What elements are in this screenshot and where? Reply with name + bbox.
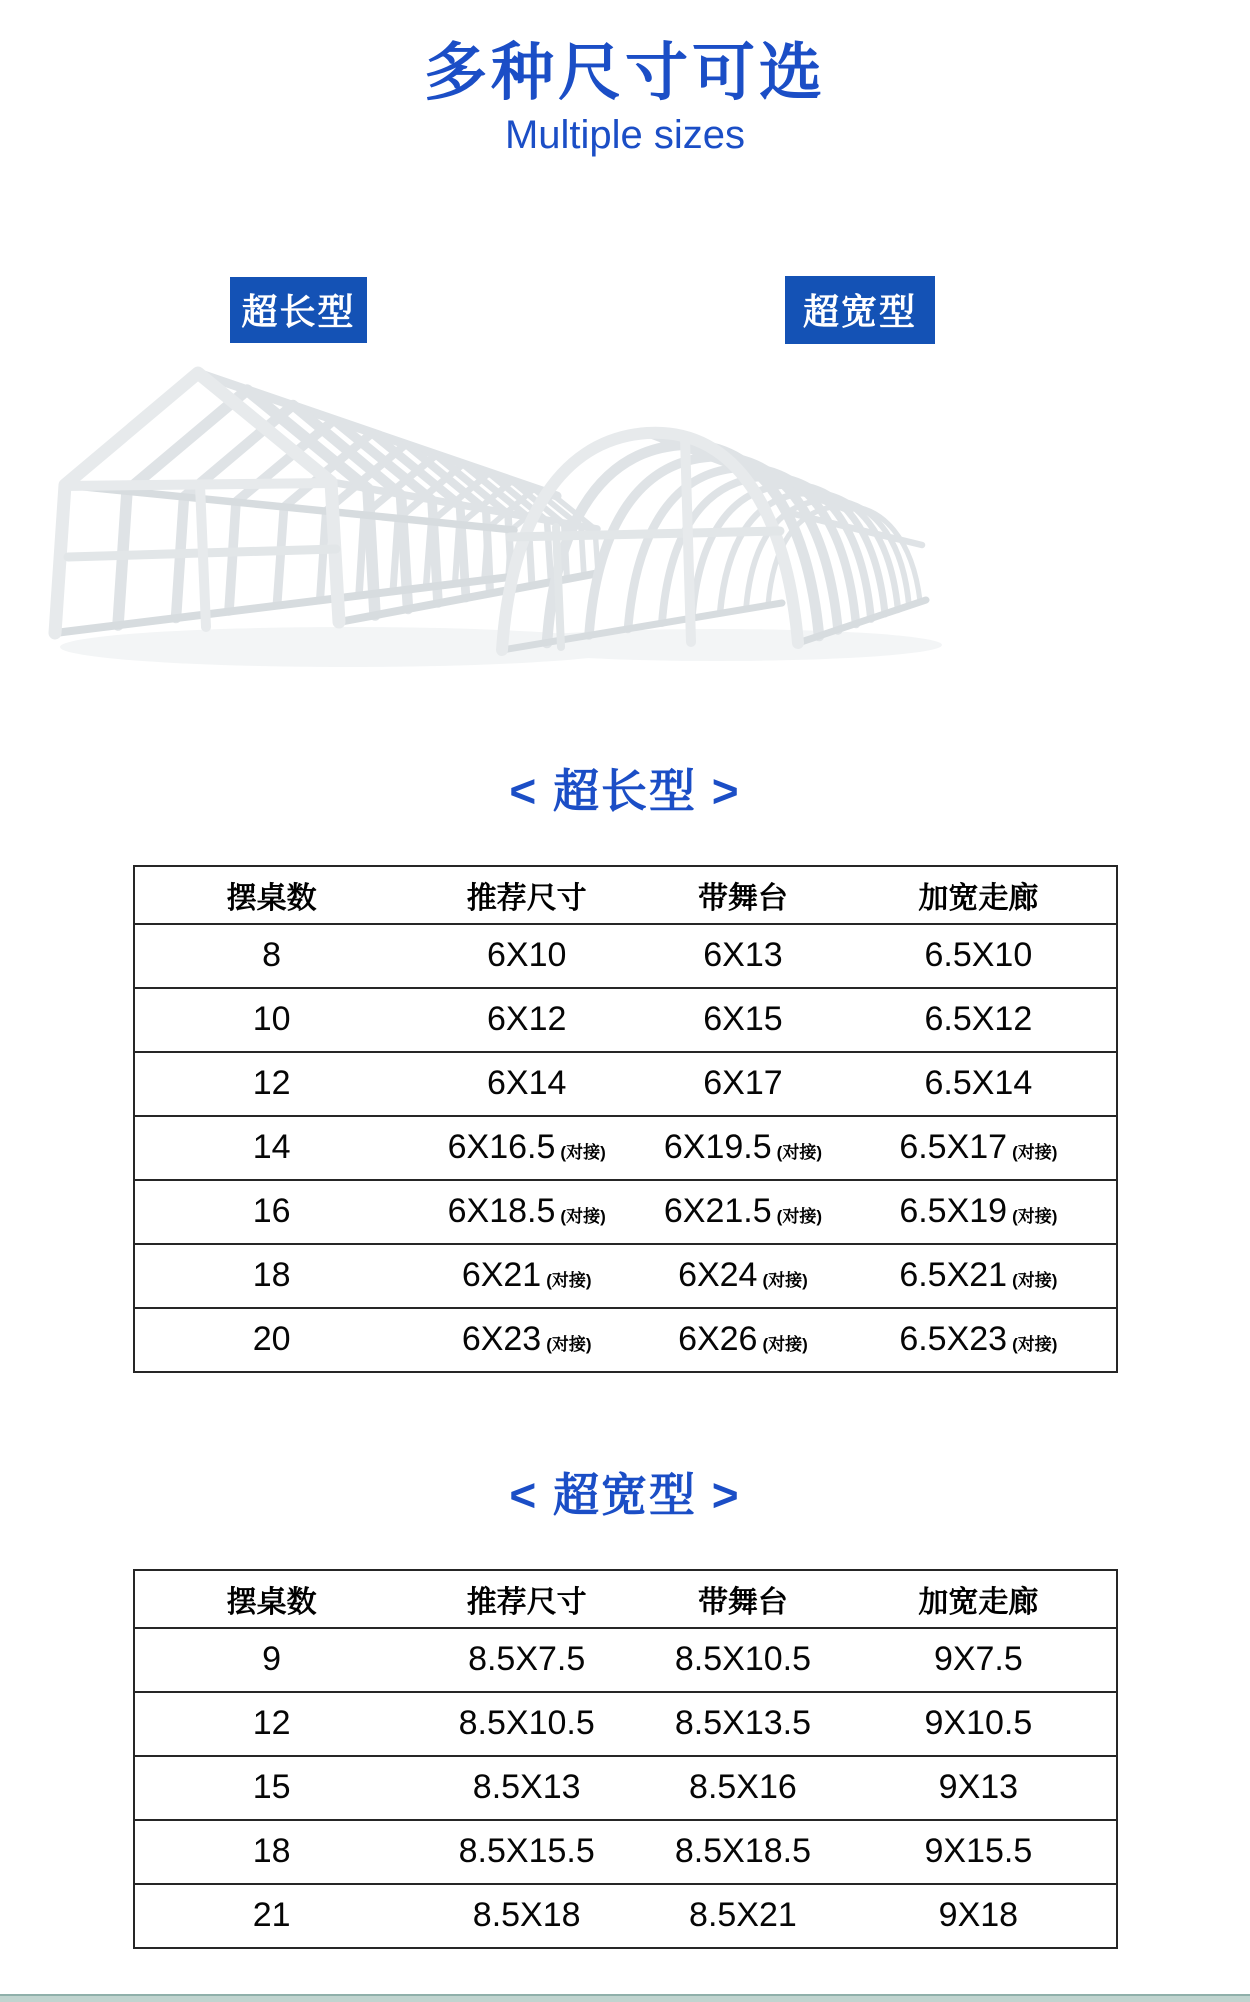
label-extra-wide: 超宽型	[785, 276, 935, 344]
table-cell: 16	[134, 1180, 409, 1244]
table-cell: 21	[134, 1884, 409, 1948]
table-cell: 6X15	[645, 988, 842, 1052]
table-cell: 15	[134, 1756, 409, 1820]
table-cell: 8.5X16	[645, 1756, 842, 1820]
cell-note: (对接)	[776, 1207, 822, 1227]
cell-note: (对接)	[546, 1271, 592, 1291]
cell-note: (对接)	[776, 1143, 822, 1163]
table-header-row	[134, 1570, 1117, 1628]
section-heading-extra-long: < 超长型 >	[509, 764, 741, 817]
table-cell: 6.5X14	[841, 1052, 1116, 1116]
bottom-divider-bar	[0, 1994, 1250, 2002]
table-cell: 8.5X10.5	[645, 1628, 842, 1692]
table-cell: 6X17	[645, 1052, 842, 1116]
table-cell: 6X18.5 (对接)	[409, 1180, 645, 1244]
table-cell: 8.5X13.5	[645, 1692, 842, 1756]
column-header: 加宽走廊	[918, 1585, 1039, 1619]
table-row	[134, 924, 1117, 988]
size-table-extra-wide	[133, 1569, 1118, 1949]
table-cell: 8.5X15.5	[409, 1820, 645, 1884]
table-cell: 6X26 (对接)	[645, 1308, 842, 1372]
cell-note: (对接)	[1012, 1271, 1058, 1291]
table-row	[134, 1052, 1117, 1116]
table-header-row	[134, 866, 1117, 924]
table-cell: 8.5X10.5	[409, 1692, 645, 1756]
table-cell: 6X21 (对接)	[409, 1244, 645, 1308]
table-cell: 18	[134, 1244, 409, 1308]
table-row	[134, 1180, 1117, 1244]
cell-note: (对接)	[1012, 1143, 1058, 1163]
table-cell: 14	[134, 1116, 409, 1180]
table-row	[134, 1116, 1117, 1180]
table-row	[134, 1244, 1117, 1308]
table-cell: 6X16.5 (对接)	[409, 1116, 645, 1180]
page-subtitle: Multiple sizes	[504, 112, 746, 157]
section-heading-extra-wide: < 超宽型 >	[509, 1468, 741, 1521]
table-cell: 6.5X19 (对接)	[841, 1180, 1116, 1244]
table-cell: 9X10.5	[841, 1692, 1116, 1756]
cell-note: (对接)	[546, 1335, 592, 1355]
table-row	[134, 1308, 1117, 1372]
table-cell: 6X13	[645, 924, 842, 988]
cell-note: (对接)	[1012, 1207, 1058, 1227]
table-cell: 8.5X13	[409, 1756, 645, 1820]
table-cell: 6X24 (对接)	[645, 1244, 842, 1308]
cell-note: (对接)	[560, 1207, 606, 1227]
table-cell: 18	[134, 1820, 409, 1884]
table-cell: 6X21.5 (对接)	[645, 1180, 842, 1244]
table-cell: 12	[134, 1052, 409, 1116]
table-cell: 9	[134, 1628, 409, 1692]
table-cell: 6.5X21 (对接)	[841, 1244, 1116, 1308]
table-cell: 6X14	[409, 1052, 645, 1116]
table-cell: 8.5X18.5	[645, 1820, 842, 1884]
table-cell: 10	[134, 988, 409, 1052]
label-extra-long: 超长型	[230, 277, 367, 343]
table-cell: 8.5X18	[409, 1884, 645, 1948]
table-cell: 8.5X21	[645, 1884, 842, 1948]
column-header: 推荐尺寸	[466, 1585, 587, 1619]
column-header: 带舞台	[697, 881, 788, 915]
table-cell: 6X19.5 (对接)	[645, 1116, 842, 1180]
cell-note: (对接)	[560, 1143, 606, 1163]
page-title: 多种尺寸可选	[424, 38, 826, 108]
column-header: 加宽走廊	[918, 881, 1039, 915]
cell-note: (对接)	[762, 1271, 808, 1291]
table-cell: 6.5X12	[841, 988, 1116, 1052]
table-cell: 12	[134, 1692, 409, 1756]
size-table-extra-long	[133, 865, 1118, 1373]
table-cell: 9X7.5	[841, 1628, 1116, 1692]
table-cell: 6.5X17 (对接)	[841, 1116, 1116, 1180]
table-cell: 6X10	[409, 924, 645, 988]
table-row	[134, 1884, 1117, 1948]
table-cell: 6.5X10	[841, 924, 1116, 988]
column-header: 摆桌数	[226, 881, 317, 915]
table-cell: 6.5X23 (对接)	[841, 1308, 1116, 1372]
table-cell: 9X13	[841, 1756, 1116, 1820]
table-row	[134, 1692, 1117, 1756]
table-row	[134, 1756, 1117, 1820]
cell-note: (对接)	[762, 1335, 808, 1355]
column-header: 摆桌数	[226, 1585, 317, 1619]
table-cell: 8	[134, 924, 409, 988]
table-cell: 8.5X7.5	[409, 1628, 645, 1692]
table-cell: 9X18	[841, 1884, 1116, 1948]
table-cell: 20	[134, 1308, 409, 1372]
cell-note: (对接)	[1012, 1335, 1058, 1355]
hero-images	[0, 159, 1250, 755]
table-row	[134, 988, 1117, 1052]
table-row	[134, 1820, 1117, 1884]
extra-wide-frame-image	[482, 395, 954, 667]
table-cell: 6X12	[409, 988, 645, 1052]
table-row	[134, 1628, 1117, 1692]
column-header: 推荐尺寸	[466, 881, 587, 915]
table-cell: 6X23 (对接)	[409, 1308, 645, 1372]
table-cell: 9X15.5	[841, 1820, 1116, 1884]
column-header: 带舞台	[697, 1585, 788, 1619]
